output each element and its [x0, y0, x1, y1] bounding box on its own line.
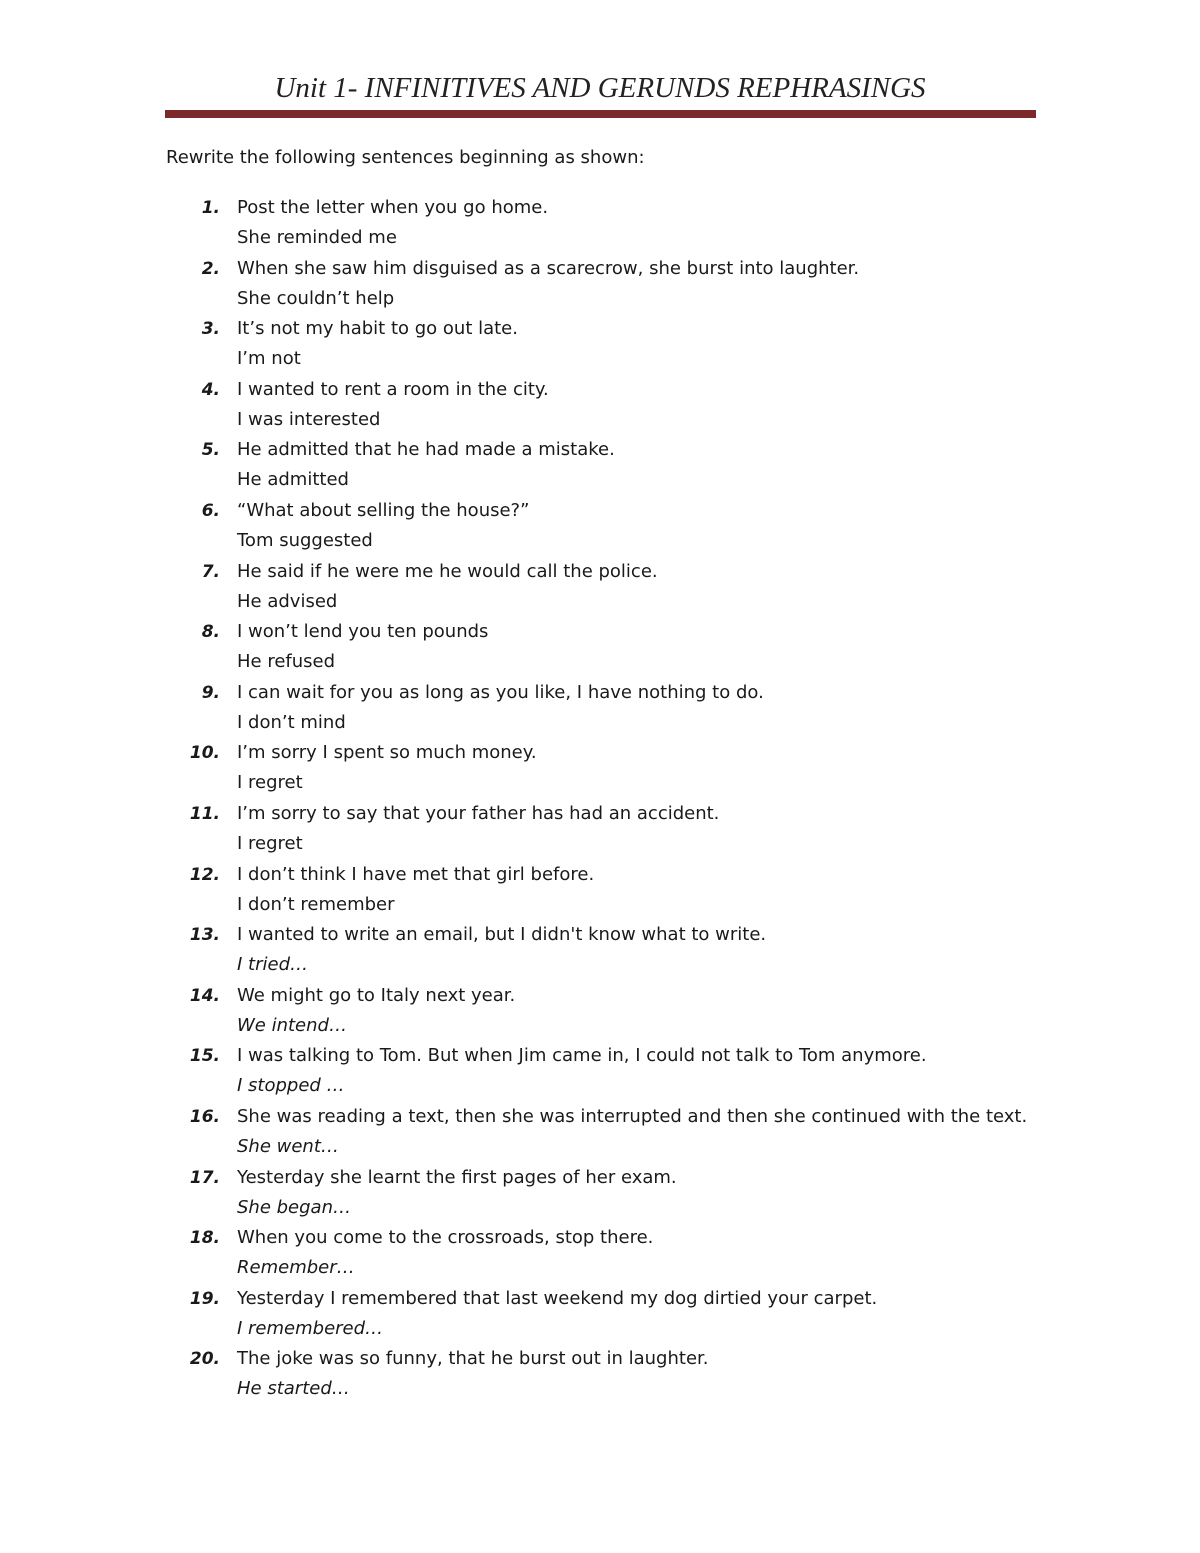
item-rewrite-prompt: I don’t mind	[237, 711, 346, 733]
item-sentence: “What about selling the house?”	[237, 499, 530, 521]
exercise-item	[0, 254, 1200, 315]
item-sentence: I won’t lend you ten pounds	[237, 621, 489, 643]
item-rewrite-prompt: He refused	[237, 651, 336, 673]
item-number: 20.	[189, 1349, 220, 1370]
item-number: 5.	[201, 440, 220, 461]
item-rewrite-prompt: She couldn’t help	[237, 287, 395, 309]
exercise-item	[0, 860, 1200, 921]
item-sentence: I was talking to Tom. But when Jim came in, I could not talk to Tom anymore.	[237, 1045, 927, 1067]
item-number: 7.	[201, 561, 220, 582]
exercise-item	[0, 738, 1200, 799]
item-sentence: Post the letter when you go home.	[237, 197, 549, 218]
instructions-text: Rewrite the following sentences beginning as shown:	[166, 147, 645, 168]
exercise-item	[0, 920, 1200, 981]
item-number: 17.	[189, 1167, 220, 1188]
item-number: 9.	[201, 682, 220, 703]
item-number: 2.	[201, 258, 220, 279]
item-sentence: She was reading a text, then she was interrupted and then she continued with the text.	[237, 1105, 1028, 1127]
item-number: 6.	[201, 500, 220, 521]
item-sentence: I can wait for you as long as you like, I have nothing to do.	[237, 681, 764, 703]
page-title: Unit 1- INFINITIVES AND GERUNDS REPHRASINGS	[274, 72, 926, 104]
item-sentence: When she saw him disguised as a scarecrow, she burst into laughter.	[237, 257, 860, 279]
item-rewrite-prompt: She began…	[237, 1196, 351, 1218]
item-rewrite-prompt: He started…	[237, 1378, 350, 1400]
item-number: 13.	[189, 925, 220, 946]
exercise-item	[0, 799, 1200, 860]
item-rewrite-prompt: Tom suggested	[237, 529, 373, 551]
item-number: 3.	[201, 319, 220, 340]
exercise-item	[0, 435, 1200, 496]
item-rewrite-prompt: I stopped …	[237, 1075, 345, 1097]
item-number: 18.	[189, 1228, 220, 1249]
item-sentence: I wanted to rent a room in the city.	[237, 378, 549, 400]
item-number: 19.	[189, 1288, 220, 1309]
item-rewrite-prompt: He admitted	[237, 469, 349, 491]
exercise-item	[0, 1102, 1200, 1163]
item-sentence: I’m sorry to say that your father has had an accident.	[237, 802, 720, 824]
item-rewrite-prompt: She reminded me	[237, 227, 397, 248]
item-sentence: When you come to the crossroads, stop there.	[237, 1227, 654, 1249]
exercise-item	[0, 193, 1200, 254]
item-sentence: Yesterday she learnt the first pages of her exam.	[237, 1166, 677, 1188]
item-sentence: He said if he were me he would call the police.	[237, 560, 658, 582]
item-rewrite-prompt: He advised	[237, 590, 338, 612]
exercise-item	[0, 314, 1200, 375]
item-sentence: The joke was so funny, that he burst out in laughter.	[237, 1348, 709, 1370]
item-number: 16.	[189, 1106, 220, 1127]
item-number: 10.	[189, 743, 220, 764]
item-sentence: I’m sorry I spent so much money.	[237, 742, 537, 764]
item-number: 8.	[201, 622, 220, 643]
item-sentence: I don’t think I have met that girl before.	[237, 863, 595, 885]
exercise-item	[0, 1223, 1200, 1284]
exercise-item	[0, 1284, 1200, 1345]
exercise-item	[0, 375, 1200, 436]
item-rewrite-prompt: I regret	[237, 772, 303, 794]
item-number: 11.	[189, 803, 220, 824]
exercise-item	[0, 981, 1200, 1042]
item-number: 4.	[201, 379, 220, 400]
item-rewrite-prompt: I remembered…	[237, 1317, 384, 1339]
item-rewrite-prompt: Remember…	[237, 1257, 355, 1279]
item-rewrite-prompt: I was interested	[237, 408, 381, 430]
title-divider	[165, 110, 1036, 118]
exercise-item	[0, 1344, 1200, 1405]
exercise-item	[0, 678, 1200, 739]
exercise-list	[0, 193, 1200, 1405]
item-number: 1.	[201, 198, 220, 218]
item-rewrite-prompt: I don’t remember	[237, 893, 395, 915]
item-sentence: He admitted that he had made a mistake.	[237, 439, 615, 461]
item-sentence: We might go to Italy next year.	[237, 984, 516, 1006]
item-number: 12.	[189, 864, 220, 885]
item-rewrite-prompt: We intend…	[237, 1014, 347, 1036]
item-rewrite-prompt: She went…	[237, 1135, 339, 1157]
item-number: 15.	[189, 1046, 220, 1067]
exercise-item	[0, 617, 1200, 678]
item-rewrite-prompt: I regret	[237, 832, 303, 854]
exercise-item	[0, 1163, 1200, 1224]
exercise-item	[0, 557, 1200, 618]
item-sentence: It’s not my habit to go out late.	[237, 318, 518, 340]
exercise-item	[0, 496, 1200, 557]
item-rewrite-prompt: I tried…	[237, 954, 308, 976]
item-number: 14.	[189, 985, 220, 1006]
exercise-item	[0, 1041, 1200, 1102]
item-sentence: I wanted to write an email, but I didn't know what to write.	[237, 924, 767, 946]
item-sentence: Yesterday I remembered that last weekend my dog dirtied your carpet.	[237, 1287, 878, 1309]
item-rewrite-prompt: I’m not	[237, 348, 301, 370]
